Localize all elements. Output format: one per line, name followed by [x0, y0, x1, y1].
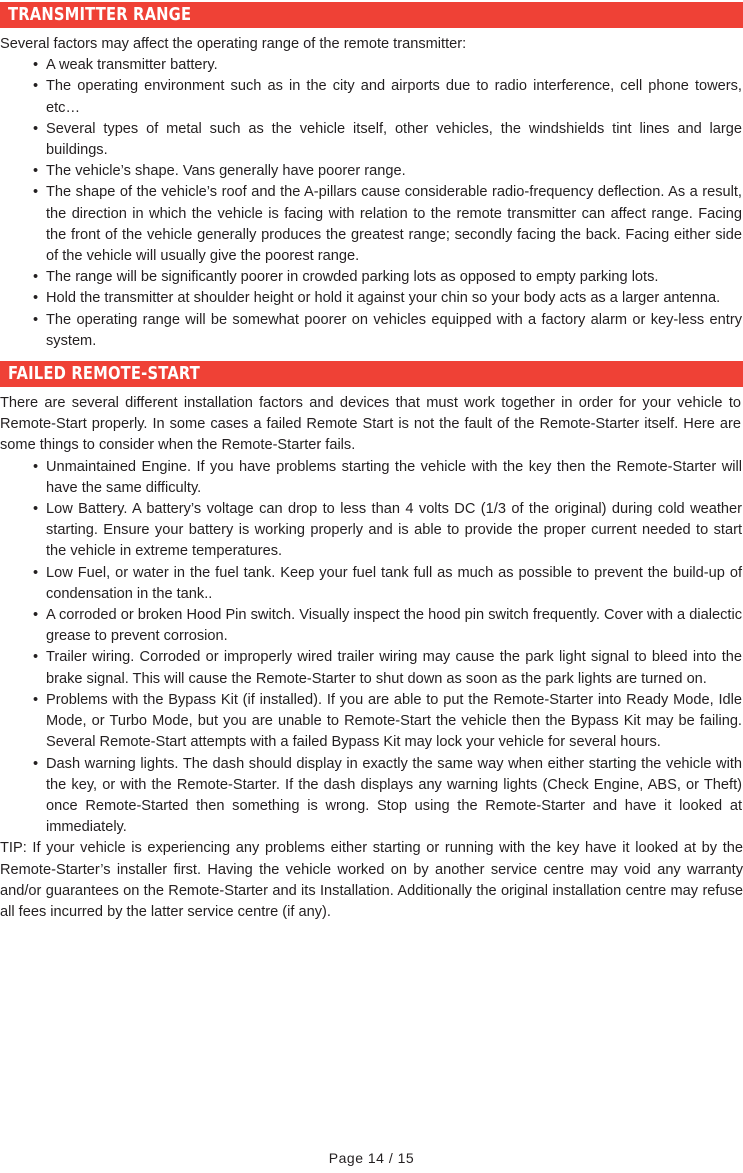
list-item: • Hold the transmitter at shoulder height or hold it against your chin so your body acts as a larger antenna. [33, 288, 742, 309]
bullet-icon: • [33, 163, 39, 180]
bullet-icon: • [33, 311, 39, 328]
bullet-icon: • [33, 120, 39, 137]
list-item: • The range will be significantly poorer in crowded parking lots as opposed to empty parking lots. [33, 267, 742, 288]
bullet-icon: • [33, 691, 39, 708]
list-item: • Trailer wiring. Corroded or improperly wired trailer wiring may cause the park light signal to bleed into the brake signal. This will cause the Remote-Starter to shut down as soon as the park lights are turned on. [33, 649, 742, 687]
section-title: FAILED REMOTE-START [8, 363, 201, 385]
transmitter-range-list [0, 55, 743, 352]
bullet-icon: • [33, 649, 39, 666]
list-item: • A corroded or broken Hood Pin switch. Visually inspect the hood pin switch frequently. Cover with a dialectic grease to prevent corrosion. [33, 607, 742, 645]
list-item: • Problems with the Bypass Kit (if installed). If you are able to put the Remote-Starter into Ready Mode, Idle Mode, or Turbo Mode, but you are unable to Remote-Start the vehicle then the Bypass Kit may be failing. Several Remote-Start attempts with a failed Bypass Kit may lock your vehicle for several hours. [33, 691, 742, 751]
section-header-failed-remote-start [0, 361, 743, 387]
bullet-icon: • [33, 564, 39, 581]
bullet-icon: • [33, 501, 39, 518]
section-intro: There are several different installation factors and devices that must work together in order for your vehicle to Remote-Start properly. In some cases a failed Remote Start is not the fault of the Remote-Starter itself. Here are some things to consider when the Remote-Starter fails. [0, 395, 741, 454]
list-item: • Several types of metal such as the vehicle itself, other vehicles, the windshields tint lines and large buildings. [33, 120, 742, 159]
bullet-icon: • [33, 607, 39, 624]
page-number: Page 14 / 15 [328, 1150, 415, 1166]
section-title: TRANSMITTER RANGE [8, 4, 192, 25]
list-item: • The vehicle’s shape. Vans generally have poorer range. [33, 161, 742, 182]
bullet-icon: • [33, 458, 39, 475]
section-header-transmitter-range [0, 2, 743, 28]
list-item: • The shape of the vehicle’s roof and the A-pillars cause considerable radio-frequency deflection. As a result, the direction in which the vehicle is facing with relation to the remote transmitter can affect range. Facing the front of the vehicle generally produces the greatest range; secondly facing the back. Facing either side of the vehicle will usually give the poorest range. [33, 184, 742, 265]
list-item: • The operating environment such as in the city and airports due to radio interference, cell phone towers, etc… [33, 78, 742, 116]
failed-remote-start-list [0, 457, 743, 839]
bullet-icon: • [33, 269, 39, 286]
bullet-icon: • [33, 184, 39, 201]
section-intro: Several factors may affect the operating range of the remote transmitter: [0, 36, 467, 52]
list-item: • Low Battery. A battery’s voltage can drop to less than 4 volts DC (1/3 of the original) during cold weather starting. Ensure your battery is working properly and is able to provide the proper current needed to start the vehicle in extreme temperatures. [33, 501, 742, 560]
bullet-icon: • [33, 57, 39, 74]
list-item: • Unmaintained Engine. If you have problems starting the vehicle with the key then the Remote-Starter will have the same difficulty. [33, 458, 742, 496]
list-item: • A weak transmitter battery. [33, 55, 742, 76]
list-item: • Dash warning lights. The dash should display in exactly the same way when either starting the vehicle with the key, or with the Remote-Starter. If the dash displays any warning lights (Check Engine, ABS, or Theft) once Remote-Started then something is wrong. Stop using the Remote-Starter and have it looked at immediately. [33, 755, 742, 836]
tip-paragraph: TIP: If your vehicle is experiencing any problems either starting or running with the key have it looked at by the Remote-Starter’s installer first. Having the vehicle worked on by another service centre may void any warranty and/or guarantees on the Remote-Starter and its Installation. Additionally the original installation centre may refuse all fees incurred by the latter service centre (if any). [0, 840, 743, 920]
bullet-icon: • [33, 755, 39, 772]
bullet-icon: • [33, 290, 39, 307]
bullet-icon: • [33, 78, 39, 95]
list-item: • Low Fuel, or water in the fuel tank. Keep your fuel tank full as much as possible to prevent the build-up of condensation in the tank.. [33, 564, 742, 602]
list-item: • The operating range will be somewhat poorer on vehicles equipped with a factory alarm or key-less entry system. [33, 311, 742, 349]
